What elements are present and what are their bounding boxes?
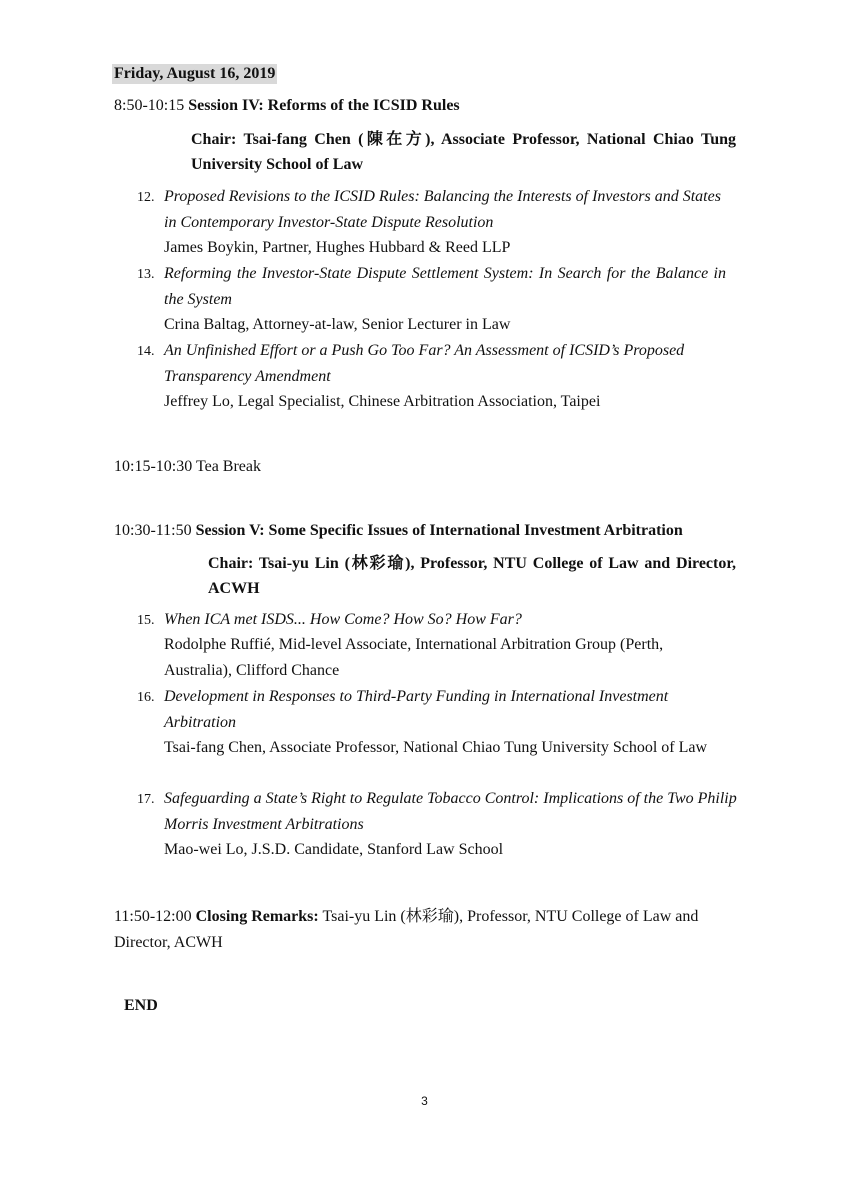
paper-number: 13. bbox=[137, 267, 155, 282]
closing-remarks bbox=[114, 904, 724, 956]
session-iv-header bbox=[114, 96, 460, 116]
closing-label: Closing Remarks: bbox=[195, 908, 319, 925]
tea-break-label: Tea Break bbox=[195, 458, 261, 475]
paper-number: 14. bbox=[137, 344, 155, 359]
paper-title: An Unfinished Effort or a Push Go Too Far? An Assessment of ICSID’s Proposed Transparency Amendment bbox=[164, 342, 685, 385]
paper-author: Crina Baltag, Attorney-at-law, Senior Lecturer in Law bbox=[164, 316, 511, 333]
tea-break-row bbox=[114, 457, 261, 477]
tea-break-time: 10:15-10:30 bbox=[114, 458, 193, 475]
paper-title: Proposed Revisions to the ICSID Rules: Balancing the Interests of Investors and States in Contemporary Investor-State Dispute Resolution bbox=[164, 188, 721, 231]
session-iv-chair: Chair: Tsai-fang Chen (陳在方), Associate Professor, National Chiao Tung University School of Law bbox=[191, 131, 736, 173]
paper-number: 17. bbox=[137, 792, 155, 807]
paper-title: Development in Responses to Third-Party Funding in International Investment Arbitration bbox=[164, 688, 669, 731]
session-v-header bbox=[114, 521, 683, 541]
paper-author: Mao-wei Lo, J.S.D. Candidate, Stanford Law School bbox=[164, 841, 504, 858]
paper-title: Reforming the Investor-State Dispute Settlement System: In Search for the Balance in the System bbox=[164, 265, 726, 308]
session-v-chair: Chair: Tsai-yu Lin (林彩瑜), Professor, NTU College of Law and Director, ACWH bbox=[208, 555, 736, 597]
paper-title: Safeguarding a State’s Right to Regulate Tobacco Control: Implications of the Two Philip Morris Investment Arbitrations bbox=[164, 790, 737, 833]
closing-time: 11:50-12:00 bbox=[114, 908, 192, 925]
session-time: 8:50-10:15 bbox=[114, 97, 185, 114]
session-time: 10:30-11:50 bbox=[114, 522, 192, 539]
paper-author: Jeffrey Lo, Legal Specialist, Chinese Arbitration Association, Taipei bbox=[164, 393, 601, 410]
session-title: Session IV: Reforms of the ICSID Rules bbox=[188, 97, 460, 114]
paper-author: James Boykin, Partner, Hughes Hubbard & Reed LLP bbox=[164, 239, 511, 256]
session-title: Session V: Some Specific Issues of International Investment Arbitration bbox=[195, 522, 683, 539]
paper-number: 15. bbox=[137, 613, 155, 628]
paper-author: Rodolphe Ruffié, Mid-level Associate, International Arbitration Group (Perth, Australia), Clifford Chance bbox=[164, 636, 664, 679]
end-label: END bbox=[124, 997, 158, 1014]
closing-text: Tsai-yu Lin (林彩瑜), Professor, NTU College of Law and Director, ACWH bbox=[114, 908, 699, 951]
page-number: 3 bbox=[421, 1094, 428, 1108]
day-heading: Friday, August 16, 2019 bbox=[114, 65, 276, 82]
paper-author: Tsai-fang Chen, Associate Professor, National Chiao Tung University School of Law bbox=[164, 739, 708, 756]
paper-number: 16. bbox=[137, 690, 155, 705]
paper-number: 12. bbox=[137, 190, 155, 205]
paper-title: When ICA met ISDS... How Come? How So? How Far? bbox=[164, 611, 522, 628]
